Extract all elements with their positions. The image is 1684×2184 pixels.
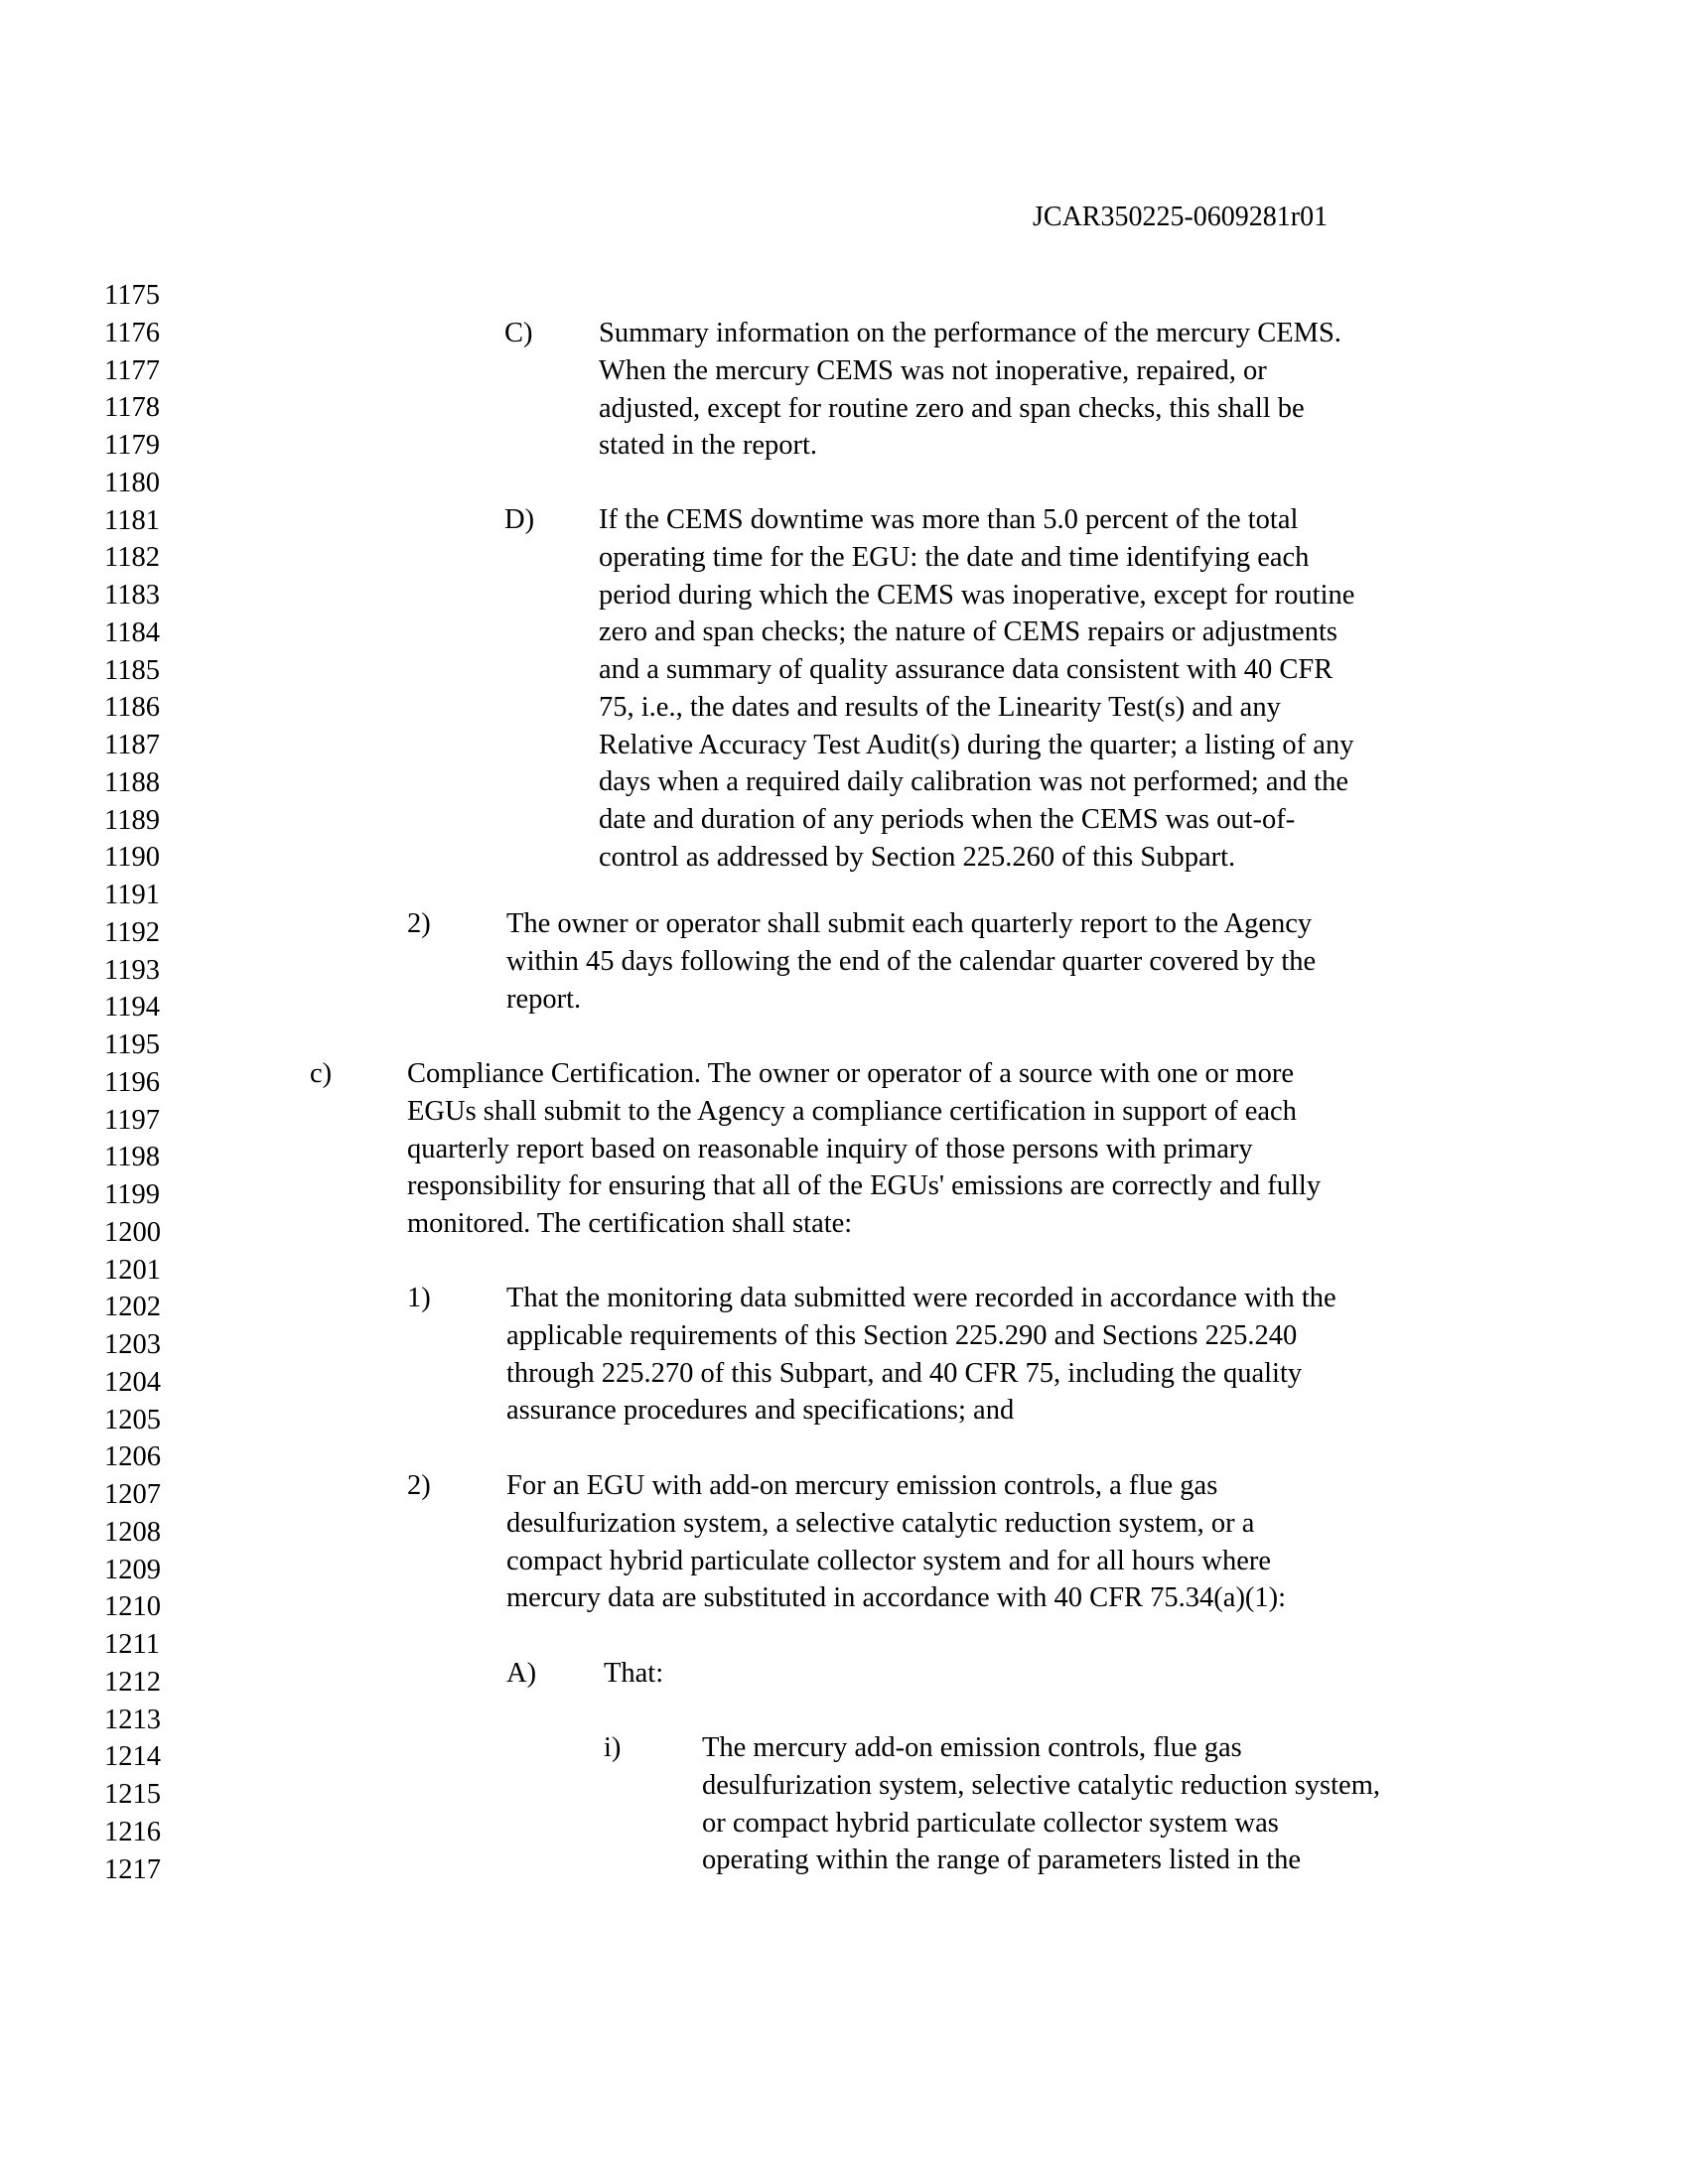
line-number: 1207 (104, 1479, 161, 1510)
line-number: 1195 (104, 1029, 160, 1060)
text-line: control as addressed by Section 225.260 of this Subpart. (599, 841, 1236, 873)
paragraph-label-A: A) (506, 1658, 537, 1689)
text-line: within 45 days following the end of the calendar quarter covered by the (506, 945, 1317, 977)
text-line: compact hybrid particulate collector system and for all hours where (506, 1545, 1272, 1576)
line-number: 1217 (104, 1853, 161, 1885)
line-number: 1206 (104, 1441, 161, 1473)
text-line: The owner or operator shall submit each quarterly report to the Agency (506, 908, 1313, 939)
line-number: 1185 (104, 654, 160, 686)
line-number: 1215 (104, 1779, 161, 1810)
line-number: 1183 (104, 580, 160, 611)
line-number: 1188 (104, 766, 160, 798)
text-line: or compact hybrid particulate collector system was (702, 1807, 1279, 1839)
paragraph-text-c2 (506, 1467, 1286, 1617)
paragraph-text-c (407, 1055, 1321, 1243)
text-line: EGUs shall submit to the Agency a compliance certification in support of each (407, 1095, 1297, 1127)
line-number: 1197 (104, 1104, 160, 1136)
text-line: monitored. The certification shall state: (407, 1208, 853, 1239)
text-line: responsibility for ensuring that all of the EGUs' emissions are correctly and fully (407, 1170, 1322, 1202)
line-number: 1213 (104, 1704, 161, 1735)
line-number: 1208 (104, 1516, 161, 1548)
text-line: zero and span checks; the nature of CEMS repairs or adjustments (599, 616, 1337, 648)
line-number: 1210 (104, 1591, 161, 1623)
line-number: 1175 (104, 280, 160, 311)
paragraph-label-C: C) (504, 318, 533, 348)
paragraph-label-b2: 2) (407, 908, 431, 939)
line-number: 1211 (104, 1629, 160, 1660)
text-line: That: (604, 1658, 664, 1689)
text-line: report. (506, 983, 582, 1015)
line-number: 1177 (104, 354, 160, 386)
text-line: Compliance Certification. The owner or operator of a source with one or more (407, 1058, 1294, 1089)
line-number: 1191 (104, 880, 160, 910)
text-line: When the mercury CEMS was not inoperative, repaired, or (599, 354, 1267, 386)
paragraph-label-c2: 2) (407, 1470, 431, 1501)
line-number: 1196 (104, 1066, 160, 1098)
line-number: 1186 (104, 692, 160, 724)
text-line: Relative Accuracy Test Audit(s) during the quarter; a listing of any (599, 729, 1354, 760)
paragraph-text-C (599, 315, 1341, 465)
text-line: desulfurization system, a selective catalytic reduction system, or a (506, 1507, 1255, 1539)
line-number: 1181 (104, 504, 160, 536)
text-line: Summary information on the performance of the mercury CEMS. (599, 318, 1341, 348)
paragraph-label-D: D) (504, 504, 535, 535)
line-number: 1180 (104, 467, 160, 498)
line-number: 1205 (104, 1404, 161, 1435)
paragraph-text-A (604, 1655, 663, 1693)
paragraph-text-c1 (506, 1280, 1336, 1430)
text-line: 75, i.e., the dates and results of the Linearity Test(s) and any (599, 691, 1281, 723)
line-number: 1187 (104, 730, 160, 760)
text-line: period during which the CEMS was inoperative, except for routine (599, 579, 1355, 611)
line-number: 1190 (104, 842, 160, 874)
line-number: 1199 (104, 1179, 160, 1210)
line-number: 1192 (104, 916, 160, 948)
paragraph-label-c1: 1) (407, 1283, 431, 1313)
line-number: 1212 (104, 1666, 161, 1698)
text-line: days when a required daily calibration was not performed; and the (599, 766, 1348, 798)
line-number: 1189 (104, 804, 160, 836)
line-number-column (104, 277, 184, 1888)
line-number: 1214 (104, 1741, 161, 1773)
line-number: 1176 (104, 317, 160, 348)
paragraph-text-D (599, 501, 1354, 877)
text-line: operating within the range of parameters listed in the (702, 1844, 1302, 1876)
line-number: 1193 (104, 954, 160, 986)
text-line: and a summary of quality assurance data consistent with 40 CFR (599, 654, 1333, 685)
line-number: 1179 (104, 430, 160, 461)
paragraph-text-i (702, 1729, 1380, 1879)
line-number: 1203 (104, 1329, 161, 1360)
text-line: desulfurization system, selective catalytic reduction system, (702, 1769, 1380, 1801)
line-number: 1200 (104, 1216, 161, 1248)
text-line: through 225.270 of this Subpart, and 40 CFR 75, including the quality (506, 1357, 1303, 1389)
text-line: The mercury add-on emission controls, flue gas (702, 1732, 1242, 1763)
text-line: assurance procedures and specifications; and (506, 1395, 1015, 1427)
text-line: mercury data are substituted in accordance with 40 CFR 75.34(a)(1): (506, 1582, 1287, 1614)
text-line: quarterly report based on reasonable inquiry of those persons with primary (407, 1133, 1253, 1164)
line-number: 1178 (104, 392, 160, 424)
text-line: applicable requirements of this Section 225.290 and Sections 225.240 (506, 1319, 1298, 1351)
text-line: If the CEMS downtime was more than 5.0 percent of the total (599, 504, 1299, 535)
text-line: For an EGU with add-on mercury emission controls, a flue gas (506, 1470, 1218, 1501)
document-id: JCAR350225-0609281r01 (1033, 202, 1329, 232)
line-number: 1198 (104, 1142, 160, 1173)
line-number: 1184 (104, 616, 160, 648)
line-number: 1202 (104, 1292, 161, 1323)
line-number: 1194 (104, 992, 160, 1024)
paragraph-label-c: c) (310, 1058, 333, 1089)
paragraph-text-b2 (506, 905, 1316, 1018)
text-line: date and duration of any periods when the CEMS was out-of- (599, 804, 1296, 835)
line-number: 1209 (104, 1554, 161, 1585)
line-number: 1182 (104, 542, 160, 574)
line-number: 1204 (104, 1366, 161, 1398)
line-number: 1201 (104, 1254, 161, 1286)
paragraph-label-i: i) (604, 1732, 622, 1763)
text-line: That the monitoring data submitted were recorded in accordance with the (506, 1283, 1336, 1313)
text-line: stated in the report. (599, 430, 818, 462)
text-line: operating time for the EGU: the date and time identifying each (599, 541, 1310, 573)
text-line: adjusted, except for routine zero and span checks, this shall be (599, 392, 1305, 424)
line-number: 1216 (104, 1816, 161, 1847)
